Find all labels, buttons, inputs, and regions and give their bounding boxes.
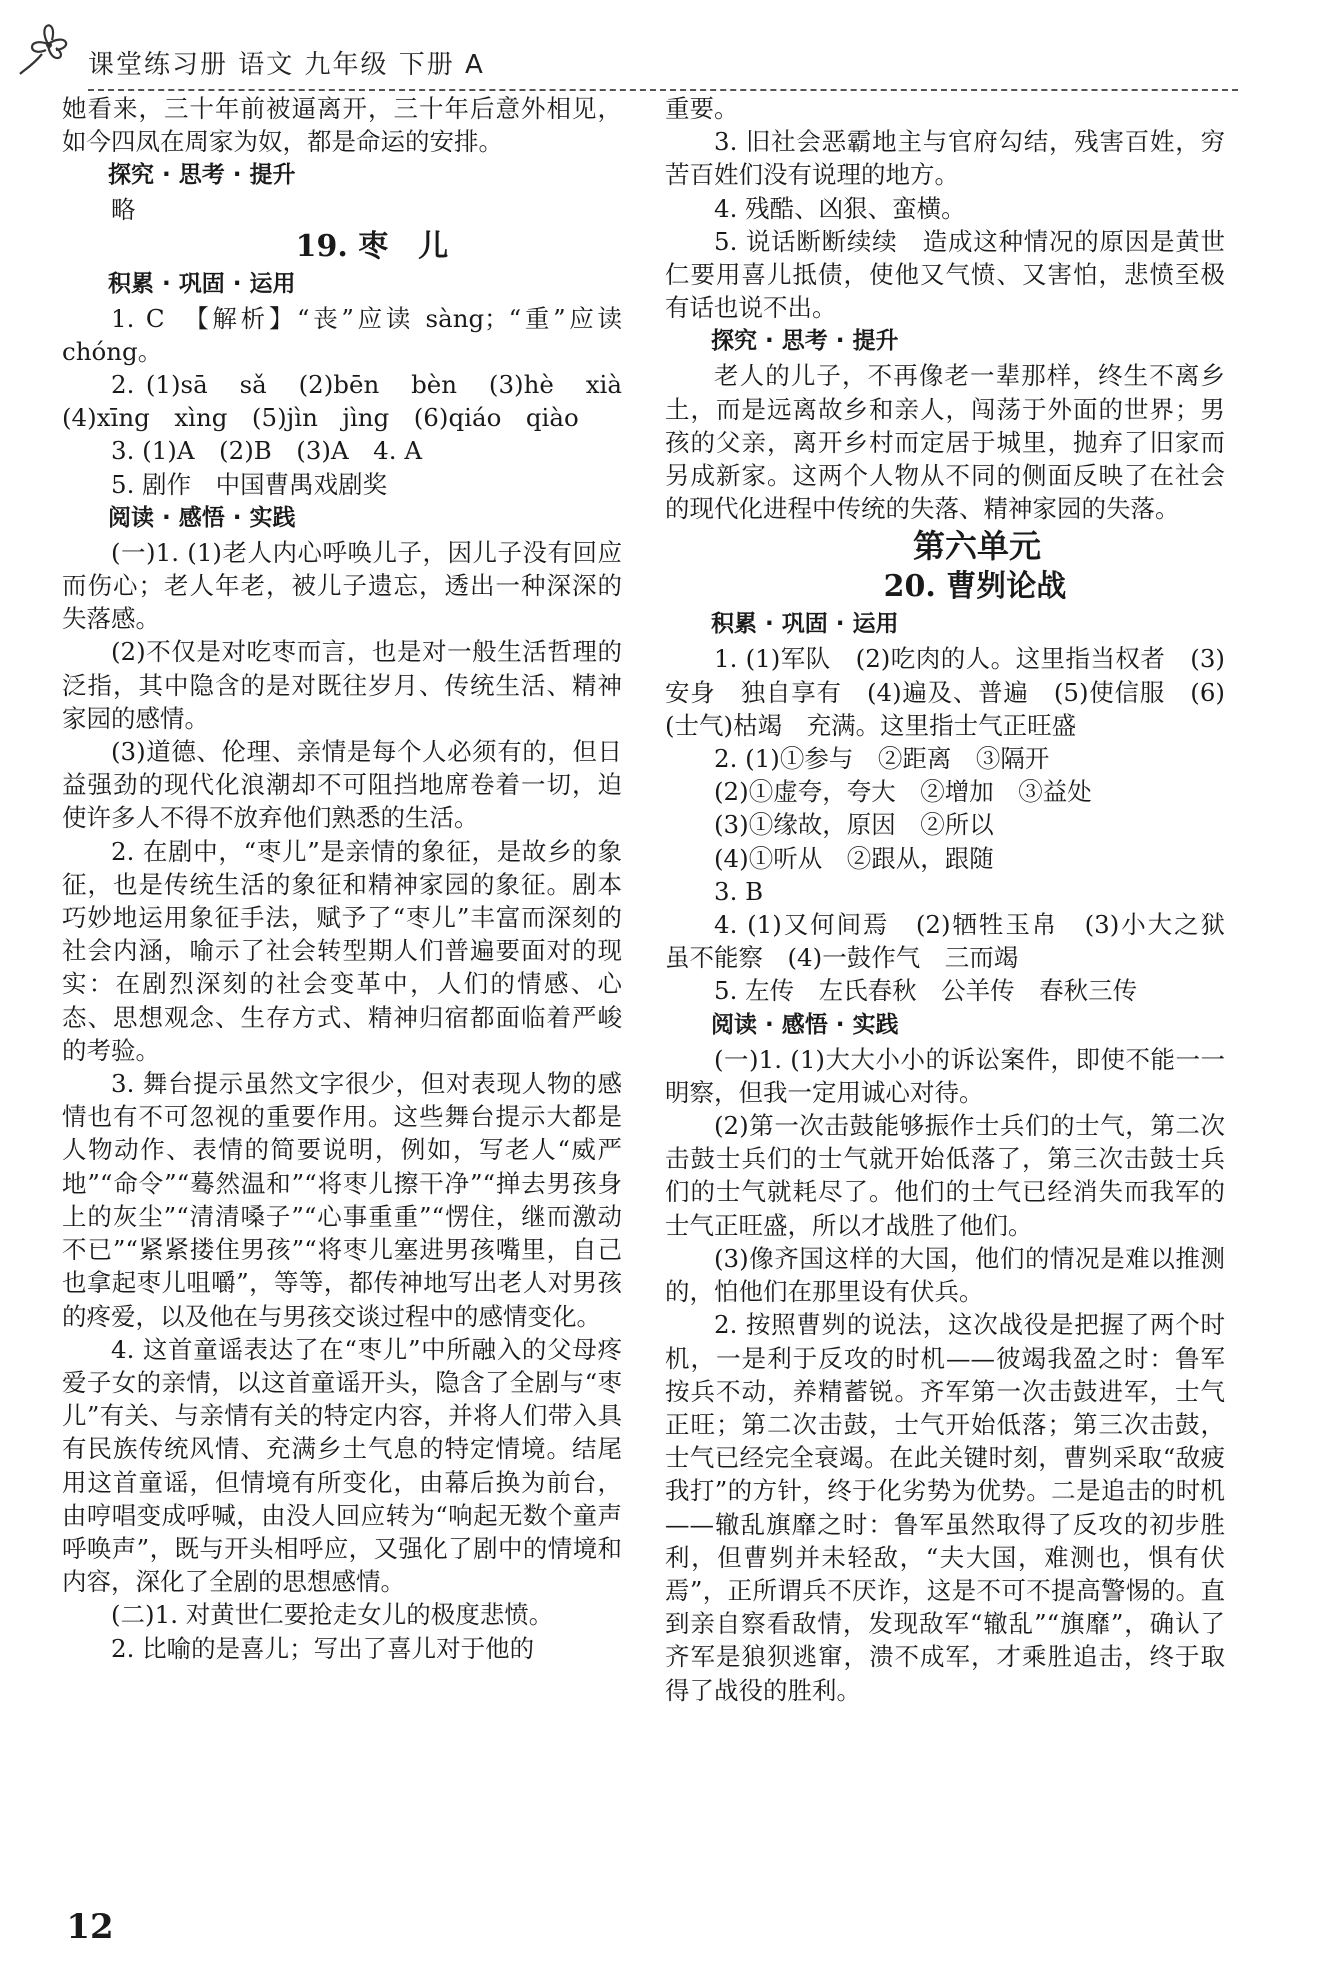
paragraph: 老人的儿子，不再像老一辈那样，终生不离乡土，而是远离故乡和亲人，闯荡于外面的世界；男孩的父亲，离开乡村而定居于城里，抛弃了旧家而另成新家。这两个人物从不同的侧面反映了在社会的现代化进程中传统的失落、精神家园的失落。 [665,361,1225,524]
page-number [62,1902,118,1952]
lesson-title: 20. 曹刿论战 [883,569,1067,605]
right-column [665,92,1250,1707]
section-heading: 积累 · 巩固 · 运用 [711,611,899,638]
lesson-title: 19. 枣 儿 [295,228,449,264]
page-header [18,14,1218,94]
answer-item: (一)1. (1)大大小小的诉讼案件，即使不能一一明察，但我一定用诚心对待。 [665,1044,1225,1107]
section-heading: 探究 · 思考 · 提升 [108,162,296,189]
header-divider [88,89,1238,91]
answer-item: (2)①虚夸，夸大 ②增加 ③益处 [714,777,1092,807]
answer-item: 3. (1)A (2)B (3)A 4. A [111,436,423,466]
paragraph: 她看来，三十年前被逼离开，三十年后意外相见，如今四凤在周家为奴，都是命运的安排。 [62,94,622,157]
section-heading: 探究 · 思考 · 提升 [711,328,899,355]
answer-item: (3)①缘故，原因 ②所以 [714,810,994,840]
answer-item: 3. B [714,876,764,906]
answer-item: 5. 说话断断续续 造成这种情况的原因是黄世仁要用喜儿抵债，使他又气愤、又害怕，悲愤至极有话也说不出。 [665,226,1225,323]
answer-item: 2. 按照曹刿的说法，这次战役是把握了两个时机，一是利于反攻的时机——彼竭我盈之时：鲁军按兵不动，养精蓄锐。齐军第一次击鼓进军，士气正旺；第二次击鼓，士气开始低落；第三次击鼓，士气已经完全衰竭。在此关键时刻，曹刿采取“敌疲我打”的方针，终于化劣势为优势。二是追击的时机——辙乱旗靡之时：鲁军虽然取得了反攻的初步胜利，但曹刿并未轻敌，“夫大国，难测也，惧有伏焉”，正所谓兵不厌诈，这是不可不提高警惕的。直到亲自察看敌情，发现敌军“辙乱”“旗靡”，确认了齐军是狼狈逃窜，溃不成军，才乘胜追击，终于取得了战役的胜利。 [665,1310,1225,1705]
answer-item: 2. 在剧中，“枣儿”是亲情的象征，是故乡的象征，也是传统生活的象征和精神家园的象征。剧本巧妙地运用象征手法，赋予了“枣儿”丰富而深刻的社会内涵，喻示了社会转型期人们普遍要面对的现实：在剧烈深刻的社会变革中，人们的情感、心态、思想观念、生存方式、精神归宿都面临着严峻的考验。 [62,836,622,1065]
answer-item: 5. 左传 左氏春秋 公羊传 春秋三传 [714,976,1138,1006]
answer-item: 3. 舞台提示虽然文字很少，但对表现人物的感情也有不可忽视的重要作用。这些舞台提示大都是人物动作、表情的简要说明，例如，写老人“威严地”“命令”“蓦然温和”“将枣儿擦干净”“掸去男孩身上的灰尘”“清清嗓子”“心事重重”“愣住，继而激动不已”“紧紧搂住男孩”“将枣儿塞进男孩嘴里，自己也拿起枣儿咀嚼”，等等，都传神地写出老人对男孩的疼爱，以及他在与男孩交谈过程中的感情变化。 [62,1069,622,1331]
section-heading: 积累 · 巩固 · 运用 [108,270,296,297]
answer-item: (3)道德、伦理、亲情是每个人必须有的，但日益强劲的现代化浪潮却不可阻挡地席卷着一切，迫使许多人不得不放弃他们熟悉的生活。 [62,737,622,833]
answer-item: 1. (1)军队 (2)吃肉的人。这里指当权者 (3)安身 独自享有 (4)遍及、普遍 (5)使信服 (6)(士气)枯竭 充满。这里指士气正旺盛 [665,644,1225,740]
answer-item: 4. 这首童谣表达了在“枣儿”中所融入的父母疼爱子女的亲情，以这首童谣开头，隐含了全剧与“枣儿”有关、与亲情有关的特定内容，并将人们带入具有民族传统风情、充满乡土气息的特定情境。结尾用这首童谣，但情境有所变化，由幕后换为前台，由哼唱变成呼喊，由没人回应转为“响起无数个童声呼唤声”，既与开头相呼应，又强化了剧中的情境和内容，深化了全剧的思想感情。 [62,1334,622,1597]
section-heading: 阅读 · 感悟 · 实践 [711,1011,899,1038]
left-column [62,92,647,1665]
flower-logo-icon [18,14,82,78]
paragraph: 重要。 [665,94,739,123]
page-number-label: 12 [66,1907,114,1947]
answer-item: 3. 旧社会恶霸地主与官府勾结，残害百姓，穷苦百姓们没有说理的地方。 [665,127,1225,190]
answer-item: (一)1. (1)老人内心呼唤儿子，因儿子没有回应而伤心；老人年老，被儿子遗忘，透出一种深深的失落感。 [62,537,622,634]
unit-title: 第六单元 [912,527,1041,566]
header-title: 课堂练习册 语文 九年级 下册 A [88,50,485,80]
answer-item: 5. 剧作 中国曹禺戏剧奖 [111,469,388,499]
answer-item: (3)像齐国这样的大国，他们的情况是难以推测的，怕他们在那里设有伏兵。 [665,1243,1225,1307]
answer-item: (4)①听从 ②跟从，跟随 [714,843,994,873]
answer-item: 2. (1)sā sǎ (2)bēn bèn (3)hè xià (4)xīng xìng (5)jìn jìng (6)qiáo qiào [62,370,647,433]
paragraph: 略 [111,195,136,225]
answer-item: 4. 残酷、凶狠、蛮横。 [714,193,966,223]
answer-item: 4. (1)又何间焉 (2)牺牲玉帛 (3)小大之狱 虽不能察 (4)一鼓作气 三而竭 [665,910,1250,973]
answer-item: 2. 比喻的是喜儿；写出了喜儿对于他的 [111,1633,535,1663]
answer-item: 1. C 【解析】“丧”应读 sàng；“重”应读 chóng。 [62,303,622,366]
answer-item: (2)第一次击鼓能够振作士兵们的士气，第二次击鼓士兵们的士气就开始低落了，第三次击鼓士兵们的士气就耗尽了。他们的士气已经消失而我军的士气正旺盛，所以才战胜了他们。 [665,1111,1225,1240]
answer-item: (二)1. 对黄世仁要抢走女儿的极度悲愤。 [111,1600,554,1630]
answer-item: (2)不仅是对吃枣而言，也是对一般生活哲理的泛指，其中隐含的是对既往岁月、传统生活、精神家园的感情。 [62,637,622,733]
answer-item: 2. (1)①参与 ②距离 ③隔开 [714,744,1050,774]
section-heading: 阅读 · 感悟 · 实践 [108,504,296,531]
